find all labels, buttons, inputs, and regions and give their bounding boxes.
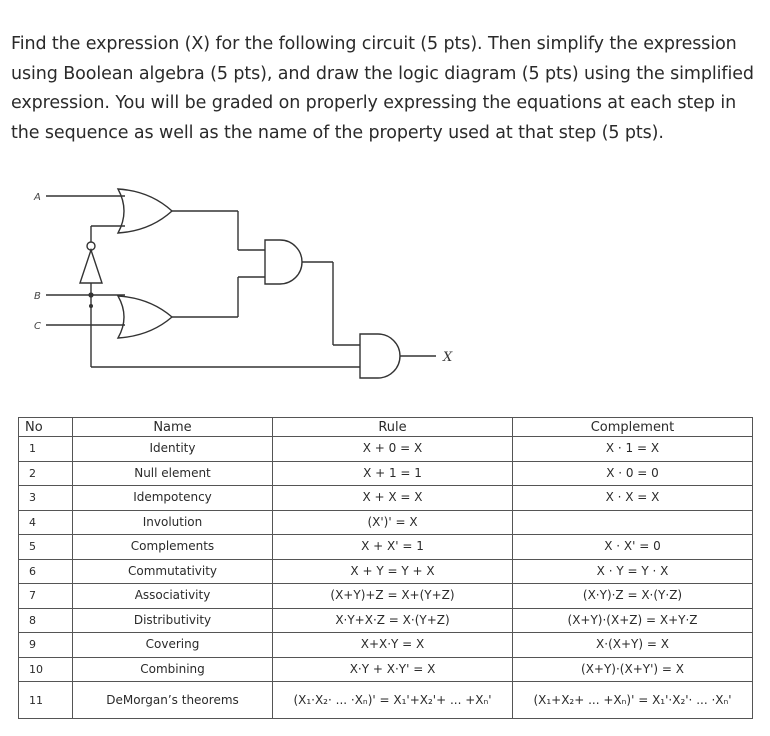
cell-name: Commutativity — [73, 559, 273, 584]
header-rule: Rule — [273, 418, 513, 437]
cell-rule: X + Y = Y + X — [273, 559, 513, 584]
cell-rule: (X')' = X — [273, 510, 513, 535]
table-row — [19, 608, 753, 633]
header-name: Name — [73, 418, 273, 437]
header-complement: Complement — [513, 418, 753, 437]
cell-complement: X · 1 = X — [513, 437, 753, 462]
cell-rule: X + X = X — [273, 486, 513, 511]
cell-complement: X · Y = Y · X — [513, 559, 753, 584]
input-label-b: B — [34, 291, 41, 302]
table-row — [19, 657, 753, 682]
inverter-gate — [80, 250, 102, 283]
cell-name: Combining — [73, 657, 273, 682]
cell-name: Complements — [73, 535, 273, 560]
table-row — [19, 486, 753, 511]
cell-complement: X · 0 = 0 — [513, 461, 753, 486]
problem-statement: Find the expression (X) for the following circuit (5 pts). Then simplify the expression using Boolean algebra (5 pts), and draw the logic diagram (5 pts) using the simplified expression. You will be graded on properly expressing the equations at each step in the sequence as well as the name of the property used at that step (5 pts). — [11, 34, 754, 143]
cell-no: 5 — [19, 535, 73, 560]
cell-complement: (X₁+X₂+ ... +Xₙ)' = X₁'·X₂'· ... ·Xₙ' — [513, 682, 753, 719]
cell-rule: (X+Y)+Z = X+(Y+Z) — [273, 584, 513, 609]
cell-name: Null element — [73, 461, 273, 486]
cell-no: 7 — [19, 584, 73, 609]
cell-name: DeMorgan’s theorems — [73, 682, 273, 719]
cell-no: 3 — [19, 486, 73, 511]
cell-no: 8 — [19, 608, 73, 633]
cell-name: Covering — [73, 633, 273, 658]
cell-no: 11 — [19, 682, 73, 719]
cell-name: Associativity — [73, 584, 273, 609]
cell-complement — [513, 510, 753, 535]
table-row — [19, 633, 753, 658]
output-label-x: X — [443, 350, 453, 365]
or-gate-2 — [118, 296, 172, 338]
table-row — [19, 437, 753, 462]
table-row — [19, 584, 753, 609]
cell-rule: X·Y+X·Z = X·(Y+Z) — [273, 608, 513, 633]
cell-no: 1 — [19, 437, 73, 462]
table-row — [19, 535, 753, 560]
cell-name: Distributivity — [73, 608, 273, 633]
or-gate-1 — [118, 189, 172, 233]
cell-name: Involution — [73, 510, 273, 535]
table-row — [19, 559, 753, 584]
junction-dot — [89, 304, 93, 308]
cell-no: 6 — [19, 559, 73, 584]
header-no: No — [19, 418, 73, 437]
boolean-rules-table — [18, 417, 753, 719]
cell-rule: X + X' = 1 — [273, 535, 513, 560]
table-header-row — [19, 418, 753, 437]
cell-no: 2 — [19, 461, 73, 486]
junction-dot — [88, 292, 93, 297]
cell-complement: (X+Y)·(X+Y') = X — [513, 657, 753, 682]
cell-name: Idempotency — [73, 486, 273, 511]
and-gate-2 — [360, 334, 400, 378]
table-row — [19, 461, 753, 486]
cell-no: 10 — [19, 657, 73, 682]
cell-name: Identity — [73, 437, 273, 462]
cell-rule: X + 1 = 1 — [273, 461, 513, 486]
input-label-c: C — [34, 321, 41, 332]
cell-complement: X·(X+Y) = X — [513, 633, 753, 658]
cell-rule: X·Y + X·Y' = X — [273, 657, 513, 682]
cell-rule: X + 0 = X — [273, 437, 513, 462]
cell-no: 4 — [19, 510, 73, 535]
and-gate-1 — [265, 240, 302, 284]
cell-no: 9 — [19, 633, 73, 658]
cell-rule: X+X·Y = X — [273, 633, 513, 658]
input-label-a: A — [34, 192, 41, 203]
cell-complement: X · X' = 0 — [513, 535, 753, 560]
cell-complement: (X·Y)·Z = X·(Y·Z) — [513, 584, 753, 609]
table-row — [19, 682, 753, 719]
cell-rule: (X₁·X₂· ... ·Xₙ)' = X₁'+X₂'+ ... +Xₙ' — [273, 682, 513, 719]
cell-complement: X · X = X — [513, 486, 753, 511]
cell-complement: (X+Y)·(X+Z) = X+Y·Z — [513, 608, 753, 633]
table-row — [19, 510, 753, 535]
